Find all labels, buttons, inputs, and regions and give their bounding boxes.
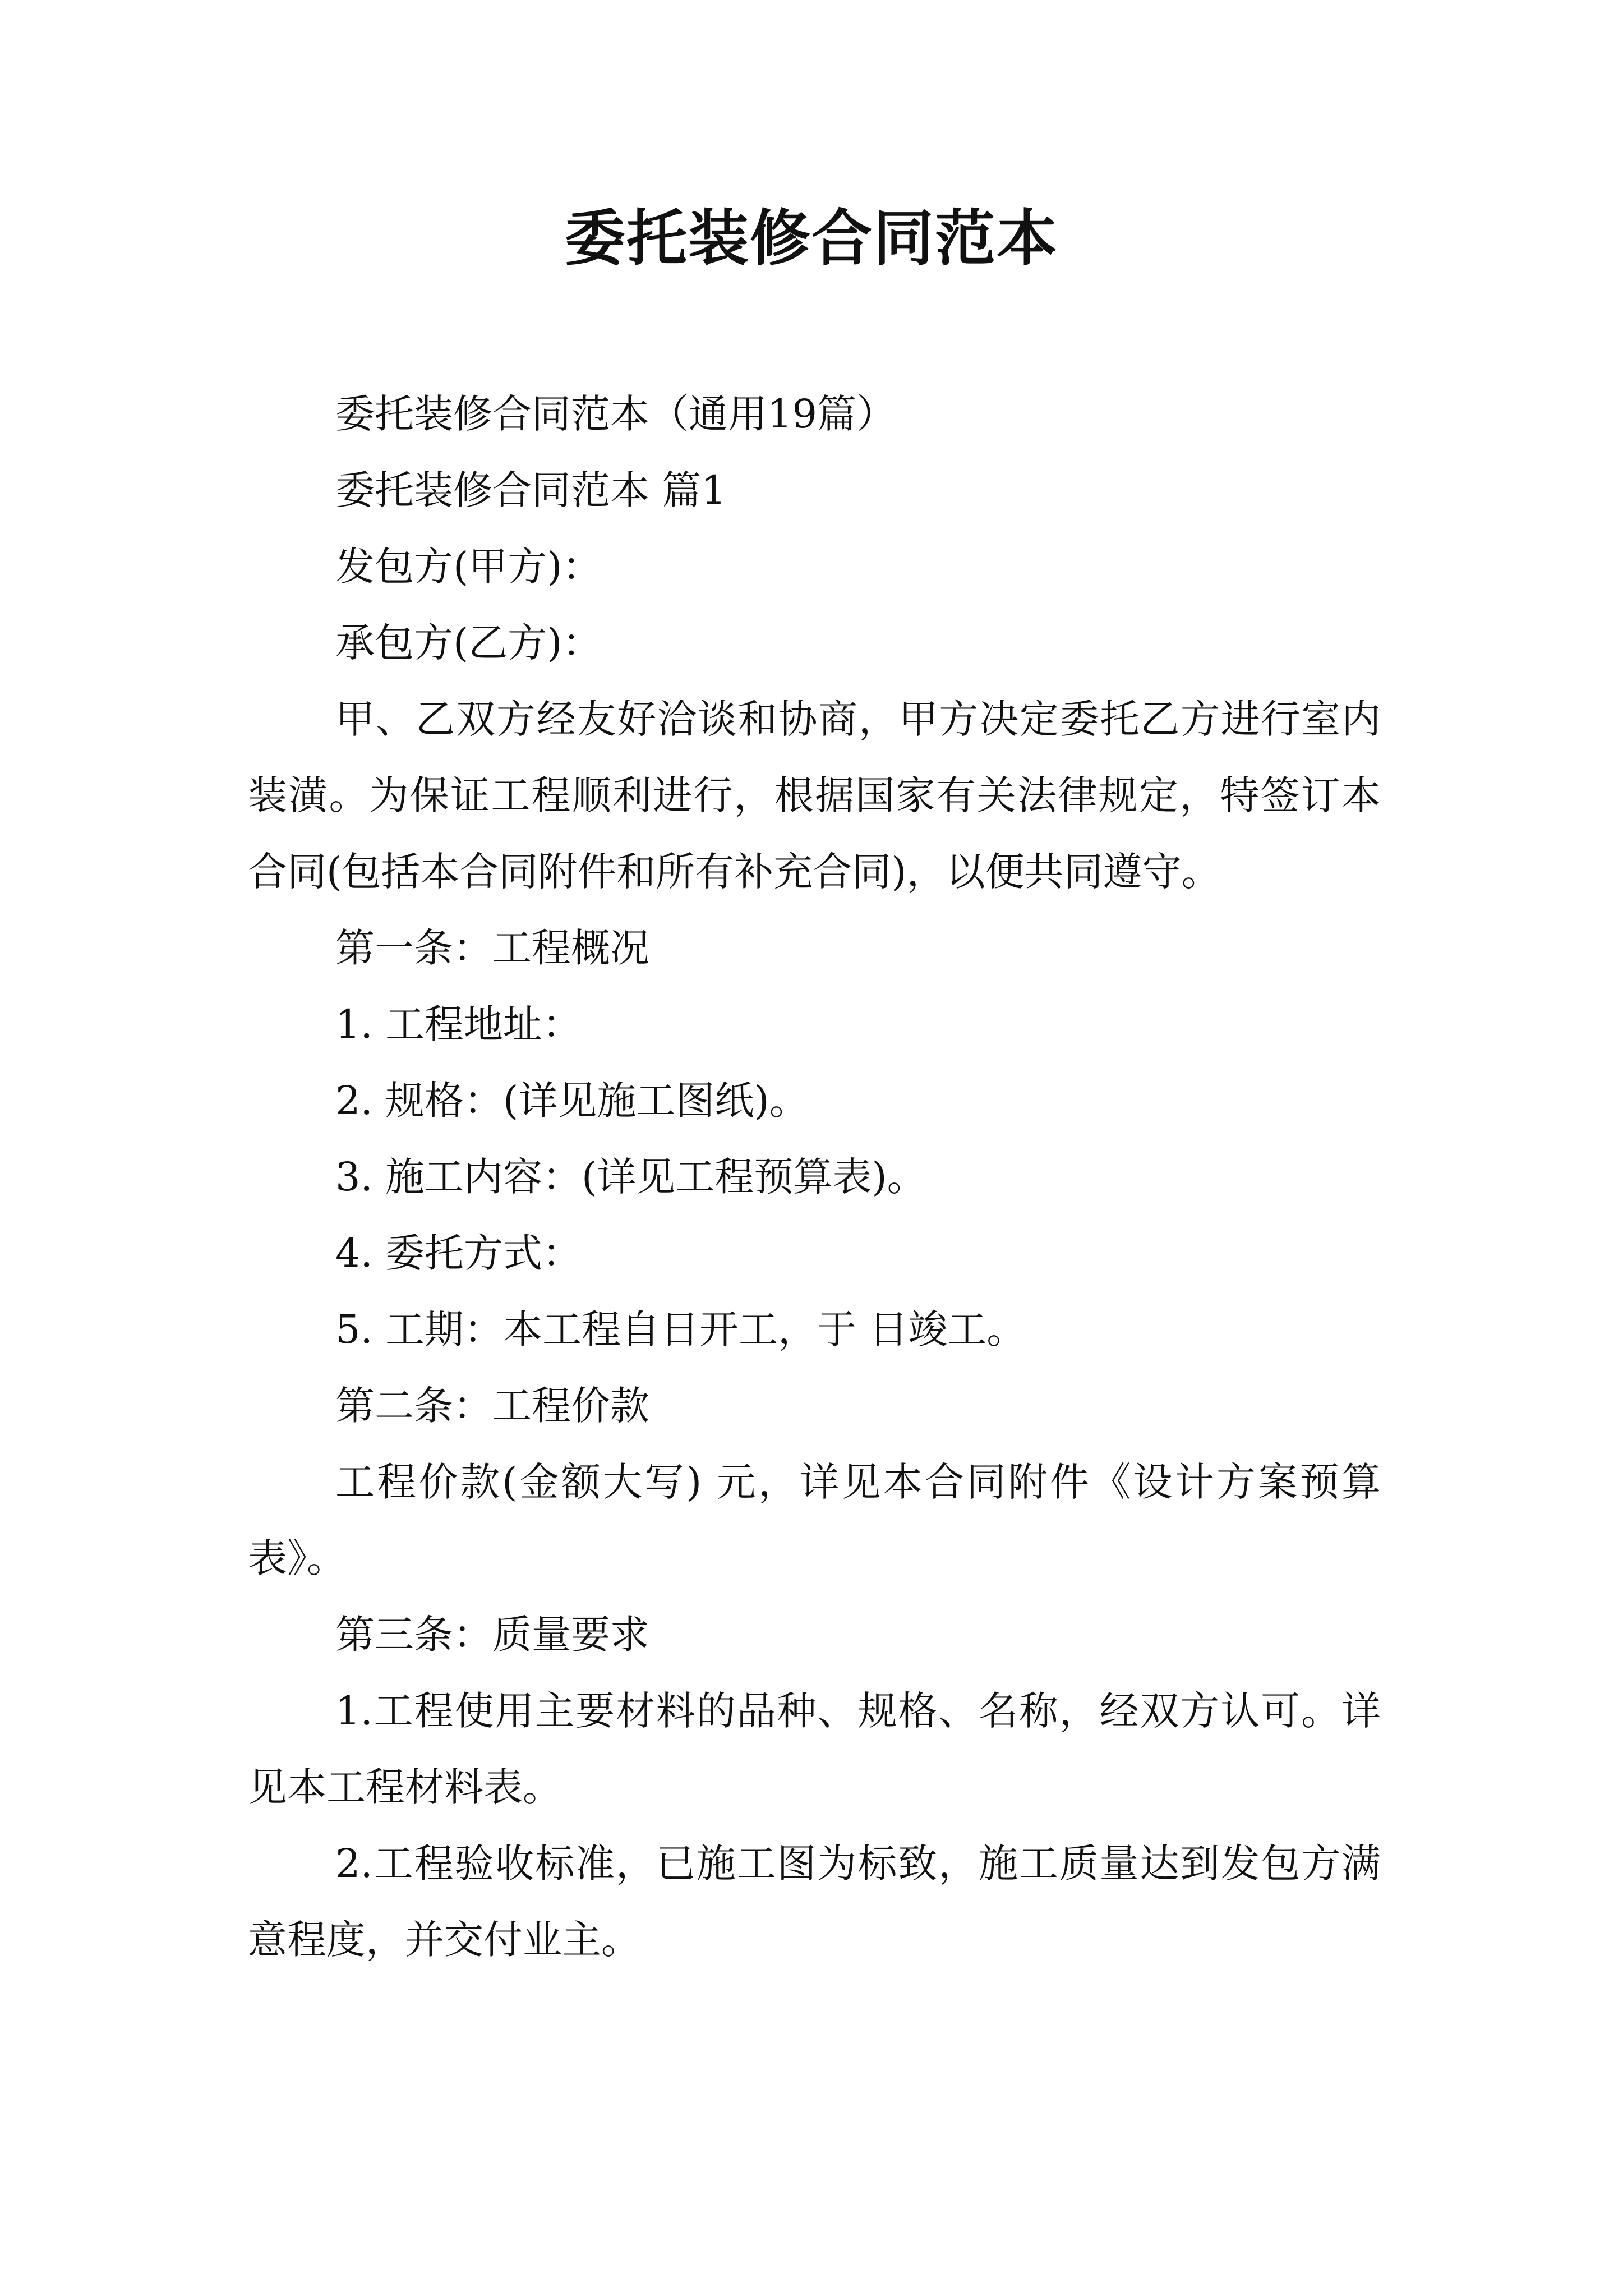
paragraph: 委托装修合同范本 篇1 bbox=[335, 467, 726, 513]
document-title: 委托装修合同范本 bbox=[564, 203, 1058, 274]
paragraph: 2.工程验收标准，已施工图为标致，施工质量达到发包方满意程度，并交付业主。 bbox=[248, 1841, 1381, 1963]
list-item: 4. 委托方式： bbox=[335, 1230, 582, 1276]
paragraph: 工程价款(金额大写) 元，详见本合同附件《设计方案预算表》。 bbox=[248, 1459, 1381, 1581]
list-item: 5. 工期：本工程自日开工，于 日竣工。 bbox=[335, 1306, 1026, 1352]
paragraph: 承包方(乙方)： bbox=[335, 620, 602, 666]
section-heading: 第一条：工程概况 bbox=[335, 925, 649, 971]
paragraph: 1.工程使用主要材料的品种、规格、名称，经双方认可。详见本工程材料表。 bbox=[248, 1688, 1381, 1810]
paragraph: 委托装修合同范本（通用19篇） bbox=[335, 391, 896, 437]
list-item: 2. 规格：(详见施工图纸)。 bbox=[335, 1078, 809, 1124]
section-heading: 第三条：质量要求 bbox=[335, 1612, 649, 1658]
section-heading: 第二条：工程价款 bbox=[335, 1383, 649, 1429]
paragraph: 甲、乙双方经友好洽谈和协商，甲方决定委托乙方进行室内装潢。为保证工程顺利进行，根据国家有关法律规定，特签订本合同(包括本合同附件和所有补充合同)，以便共同遵守。 bbox=[248, 696, 1381, 895]
list-item: 1. 工程地址： bbox=[335, 1001, 582, 1047]
document-body bbox=[248, 376, 1381, 1978]
paragraph: 发包方(甲方)： bbox=[335, 544, 602, 590]
list-item: 3. 施工内容：(详见工程预算表)。 bbox=[335, 1154, 926, 1200]
